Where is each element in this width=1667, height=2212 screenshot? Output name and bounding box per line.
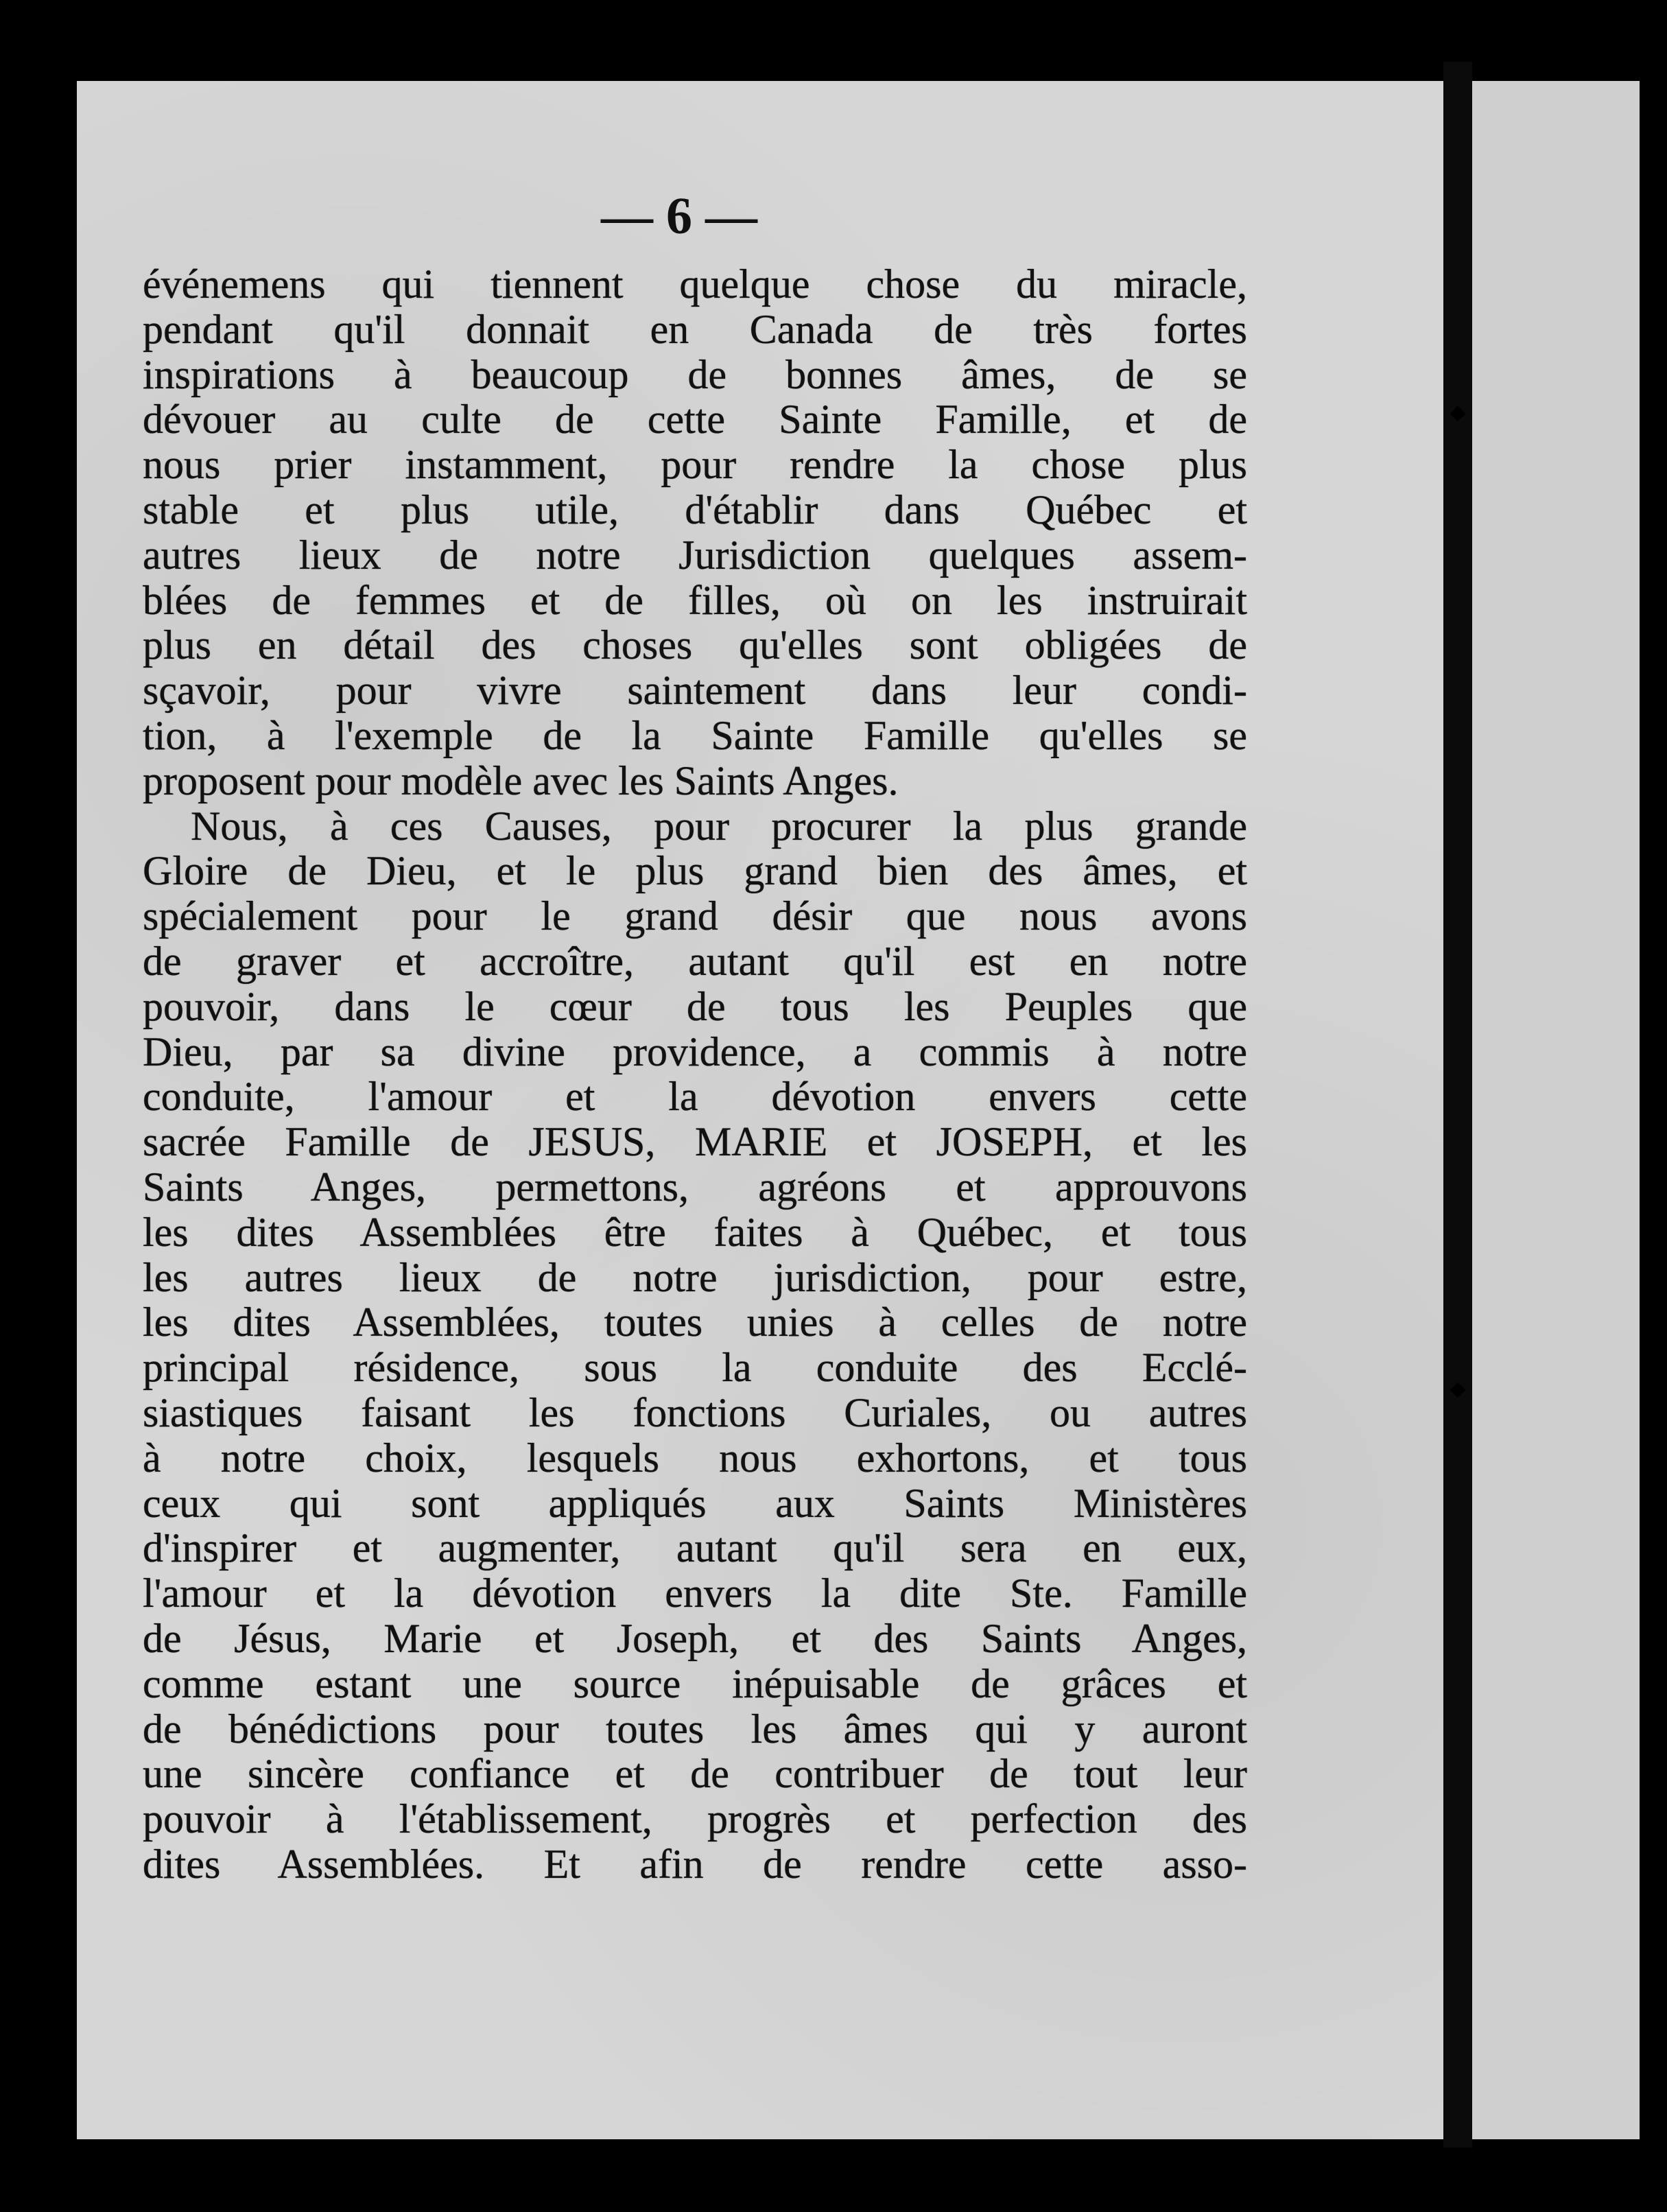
text-line: proposent pour modèle avec les Saints Anges. bbox=[143, 757, 899, 803]
text-line: ceux qui sont appliqués aux Saints Ministères bbox=[143, 1480, 1247, 1526]
text-line: sacrée Famille de JESUS, MARIE et JOSEPH, et les bbox=[143, 1119, 1247, 1165]
text-line: autres lieux de notre Jurisdiction quelques assem- bbox=[143, 532, 1247, 578]
text-line: pendant qu'il donnait en Canada de très fortes bbox=[143, 306, 1247, 352]
text-line: de Jésus, Marie et Joseph, et des Saints Anges, bbox=[143, 1615, 1247, 1661]
text-line: inspirations à beaucoup de bonnes âmes, de se bbox=[143, 351, 1247, 397]
text-line: événemens qui tiennent quelque chose du miracle, bbox=[143, 261, 1247, 307]
text-line: d'inspirer et augmenter, autant qu'il sera en eux, bbox=[143, 1525, 1247, 1571]
paragraph-2 bbox=[143, 804, 1247, 1887]
text-line: pouvoir à l'établissement, progrès et perfection des bbox=[143, 1796, 1247, 1842]
text-line: plus en détail des choses qu'elles sont obligées de bbox=[143, 622, 1247, 668]
text-line: Dieu, par sa divine providence, a commis à notre bbox=[143, 1028, 1247, 1074]
text-line: les dites Assemblées être faites à Québec, et tous bbox=[143, 1209, 1247, 1255]
text-line: les dites Assemblées, toutes unies à celles de notre bbox=[143, 1299, 1247, 1345]
text-line: spécialement pour le grand désir que nous avons bbox=[143, 893, 1247, 939]
text-line: à notre choix, lesquels nous exhortons, et tous bbox=[143, 1435, 1247, 1481]
text-line: conduite, l'amour et la dévotion envers cette bbox=[143, 1074, 1247, 1120]
binding-gutter bbox=[1443, 62, 1472, 2148]
body-text bbox=[143, 262, 1247, 1887]
text-line: de bénédictions pour toutes les âmes qui y auront bbox=[143, 1706, 1247, 1752]
text-line: principal résidence, sous la conduite des Ecclé- bbox=[143, 1345, 1247, 1391]
text-line: sçavoir, pour vivre saintement dans leur condi- bbox=[143, 668, 1247, 714]
text-line: dites Assemblées. Et afin de rendre cette asso- bbox=[143, 1841, 1247, 1887]
text-line: Nous, à ces Causes, pour procurer la plus grande bbox=[191, 803, 1247, 849]
text-line: pouvoir, dans le cœur de tous les Peuples que bbox=[143, 983, 1247, 1029]
text-line: blées de femmes et de filles, où on les instruirait bbox=[143, 577, 1247, 623]
text-line: une sincère confiance et de contribuer de tout leur bbox=[143, 1751, 1247, 1797]
page-number: — 6 — bbox=[601, 187, 757, 245]
text-line: tion, à l'exemple de la Sainte Famille qu'elles se bbox=[143, 712, 1247, 758]
paragraph-1 bbox=[143, 262, 1247, 804]
text-line: les autres lieux de notre jurisdiction, pour estre, bbox=[143, 1254, 1247, 1300]
text-line: dévouer au culte de cette Sainte Famille, et de bbox=[143, 397, 1247, 443]
text-line: siastiques faisant les fonctions Curiales, ou autres bbox=[143, 1389, 1247, 1435]
facing-page-edge bbox=[1472, 81, 1640, 2139]
text-line: Gloire de Dieu, et le plus grand bien des âmes, et bbox=[143, 848, 1247, 894]
text-line: l'amour et la dévotion envers la dite Ste. Famille bbox=[143, 1570, 1247, 1616]
text-line: Saints Anges, permettons, agréons et approuvons bbox=[143, 1164, 1247, 1210]
text-line: comme estant une source inépuisable de grâces et bbox=[143, 1660, 1247, 1706]
text-line: stable et plus utile, d'établir dans Québec et bbox=[143, 486, 1247, 532]
text-line: de graver et accroître, autant qu'il est en notre bbox=[143, 938, 1247, 984]
text-line: nous prier instamment, pour rendre la chose plus bbox=[143, 442, 1247, 488]
